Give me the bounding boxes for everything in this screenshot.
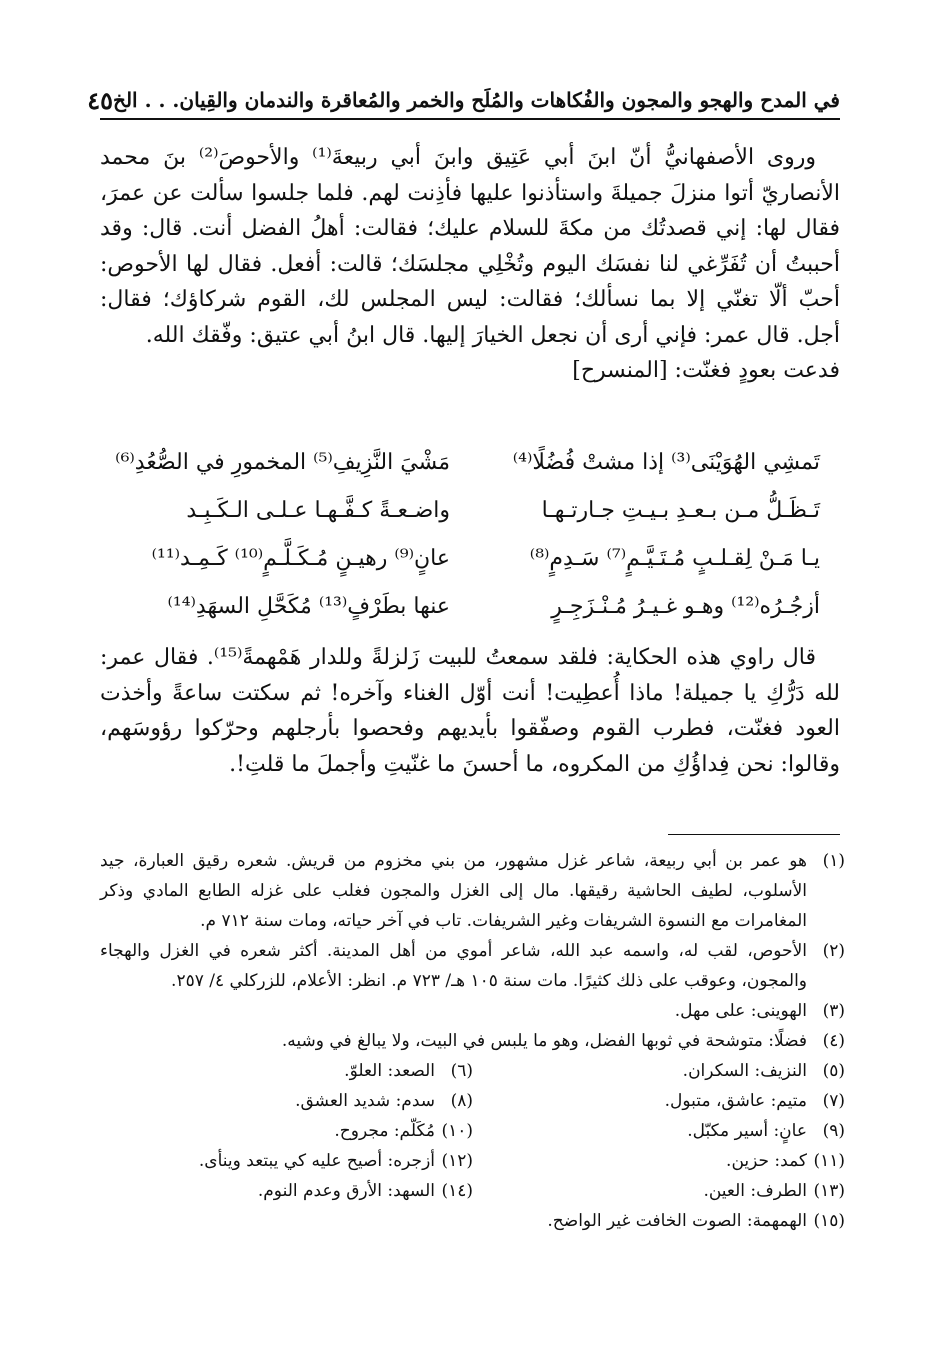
verse-first-hemistich: يـا مَـنْ لِقـلـبٍ مُـتَـيَّـمٍ⁽⁷⁾ سَـدِمٍ⁽⁸⁾ (529, 545, 820, 571)
footnote (100, 846, 845, 936)
running-title: في المدح والهجو والمجون والفُكاهات والمُلَح والخمر والمُعاقرة والندمان والقِيان. . . الخ (113, 88, 840, 112)
footnote (100, 996, 845, 1026)
footnote-text: الصعد: العلوّ. (344, 1061, 435, 1081)
footnote-text: أزجره: أصيح عليه كي يبتعد وينأى. (198, 1151, 435, 1171)
footnote-text: سدم: شديد العشق. (295, 1091, 435, 1111)
main-text-continued (100, 640, 840, 782)
footnote-number: (١٣) (813, 1181, 845, 1201)
footnote-separator (668, 834, 840, 835)
footnote-number: (١٤) (441, 1181, 473, 1201)
footnote-text: فضلًا: متوشحة في ثوبها الفضل، وهو ما يلبس في البيت، ولا يبالغ في وشيه. (281, 1031, 807, 1051)
footnote-grid (100, 1056, 845, 1206)
verse-second-hemistich: مَشْيَ النَّزِيفِ⁽⁵⁾ المخمورِ في الصُّعُدِ⁽⁶⁾ (115, 449, 450, 475)
footnote (100, 936, 845, 996)
footnote (473, 1116, 845, 1146)
footnote-text: الهمهمة: الصوت الخافت غير الواضح. (547, 1211, 807, 1231)
footnote-number: (٨) (450, 1091, 473, 1111)
verse-first-hemistich: أزجُـرُه⁽¹²⁾ وهـو غـيـرُ مُـنْـزَجِـرٍ (551, 593, 820, 619)
verse (100, 438, 840, 486)
footnote (101, 1056, 473, 1086)
footnote-number: (٣) (822, 1001, 845, 1021)
footnote (473, 1086, 845, 1116)
paragraph: قال راوي هذه الحكاية: فلقد سمعتُ للبيت زَلزلةً وللدار هَمْهمةً⁽¹⁵⁾. فقال عمر: لله دَرُّكِ يا جميلة! ماذا أُعطِيت! أنت أوّل الغناء وآخره! ثم سكتت ساعةً وأخذت العود فغنّت، فطرب القوم وصفّقوا بأيديهم وفحصوا بأرجلهم وحرّكوا رؤوسَهم، وقالوا: نحن فِداؤُكِ من المكروه، ما أحسنَ ما غنّيتِ وأجملَ ما قلتِ!. (100, 645, 840, 777)
footnote (473, 1056, 845, 1086)
footnotes (100, 846, 845, 1236)
footnote-number: (١) (822, 851, 845, 871)
footnote-number: (١١) (813, 1151, 845, 1171)
footnote-text: النزيف: السكران. (682, 1061, 807, 1081)
verse (100, 486, 840, 534)
footnote-number: (٦) (450, 1061, 473, 1081)
verse-second-hemistich: عنها بطَرْفٍ⁽¹³⁾ مُكَحَّلِ السهَدِ⁽¹⁴⁾ (167, 593, 450, 619)
footnote (101, 1086, 473, 1116)
footnote (473, 1146, 845, 1176)
footnote-text: الهوينى: على مهل. (674, 1001, 807, 1021)
verse (100, 534, 840, 582)
footnote-text: مُكَلّم: مجروح. (334, 1121, 435, 1141)
verse-first-hemistich: تَـظَـلُّ مـن بـعـدِ بـيـتِ جـارتـهـا (541, 497, 820, 523)
running-header (87, 82, 840, 120)
verse-second-hemistich: واضـعـةً كـفَّـهـا عـلـى الـكَـبِـد (186, 497, 450, 523)
poem (100, 438, 840, 630)
footnote-text: السهد: الأرق وعدم النوم. (257, 1181, 435, 1201)
footnote-number: (٥) (822, 1061, 845, 1081)
verse-first-hemistich: تَمشِي الهُوَيْنَى⁽³⁾ إذا مشتْ فُضُلًا⁽⁴⁾ (512, 449, 820, 475)
footnote-text: عانٍ: أسير مكبّل. (687, 1121, 807, 1141)
page-number: ٤٥ (87, 85, 114, 115)
paragraph: وروى الأصفهانيُّ أنّ ابنَ أبي عَتِيق وابنَ أبي ربيعةَ⁽¹⁾ والأحوصَ⁽²⁾ بنَ محمد الأنصاريّ أتوا منزلَ جميلةَ واستأذنوا عليها فأذِنت لهم. فلما جلسوا سألت عن عمرَ، فقال لها: إني قصدتُك من مكةَ للسلام عليك؛ فقالت: أهلُ الفضل أنت. قال: وقد أحببتُ أن تُفَرِّغي لنا نفسَك اليوم وتُخْلِي مجلسَك؛ قالت: أفعل. فقال لها الأحوص: أحبّ ألّا تغنّي إلا بما نسألك؛ فقالت: ليس المجلس لك، القوم شركاؤك؛ فقال: أجل. قال عمر: فإني أرى أن نجعل الخيارَ إليها. قال ابنُ أبي عتيق: وفّقك الله. (100, 145, 840, 348)
footnote-number: (١٠) (441, 1121, 473, 1141)
footnote-number: (٤) (822, 1031, 845, 1051)
verse-second-hemistich: عانٍ⁽⁹⁾ رهيـنٍ مُـكَـلَّـمٍ⁽¹⁰⁾ كَـمِـد⁽¹¹⁾ (151, 545, 450, 571)
footnote (101, 1176, 473, 1206)
footnote-number: (٧) (822, 1091, 845, 1111)
meter-intro: فدعت بعودٍ فغنّت: [المنسرح] (572, 358, 840, 383)
footnote-text: كمد: حزين. (726, 1151, 807, 1171)
footnote-text: الأحوص، لقب له، واسمه عبد الله، شاعر أموي من أهل المدينة. أكثر شعره في الغزل والهجاء والمجون، وعوقب على ذلك كثيرًا. مات سنة ١٠٥ هـ/ ٧٢٣ م. انظر: الأعلام، للزركلي ٤/ ٢٥٧. (100, 941, 807, 991)
footnote-text: هو عمر بن أبي ربيعة، شاعر غزل مشهور، من بني مخزوم من قريش. شعره رقيق العبارة، جيد الأسلوب، لطيف الحاشية رقيقها. مال إلى الغزل والمجون فغلب على غزله الطابع المادي وذكر المغامرات مع النسوة الشريفات وغير الشريفات. تاب في آخر حياته، ومات سنة ٧١٢ م. (100, 851, 807, 931)
footnote (101, 1146, 473, 1176)
footnote-number: (١٢) (441, 1151, 473, 1171)
footnote (101, 1116, 473, 1146)
footnote-number: (٢) (822, 941, 845, 961)
footnote (100, 1206, 845, 1236)
footnote-number: (١٥) (813, 1211, 845, 1231)
footnote-text: متيم: عاشق، متبول. (664, 1091, 807, 1111)
verse (100, 582, 840, 630)
main-text (100, 140, 840, 389)
footnote (473, 1176, 845, 1206)
footnote-text: الطرف: العين. (703, 1181, 807, 1201)
footnote (100, 1026, 845, 1056)
footnote-number: (٩) (822, 1121, 845, 1141)
